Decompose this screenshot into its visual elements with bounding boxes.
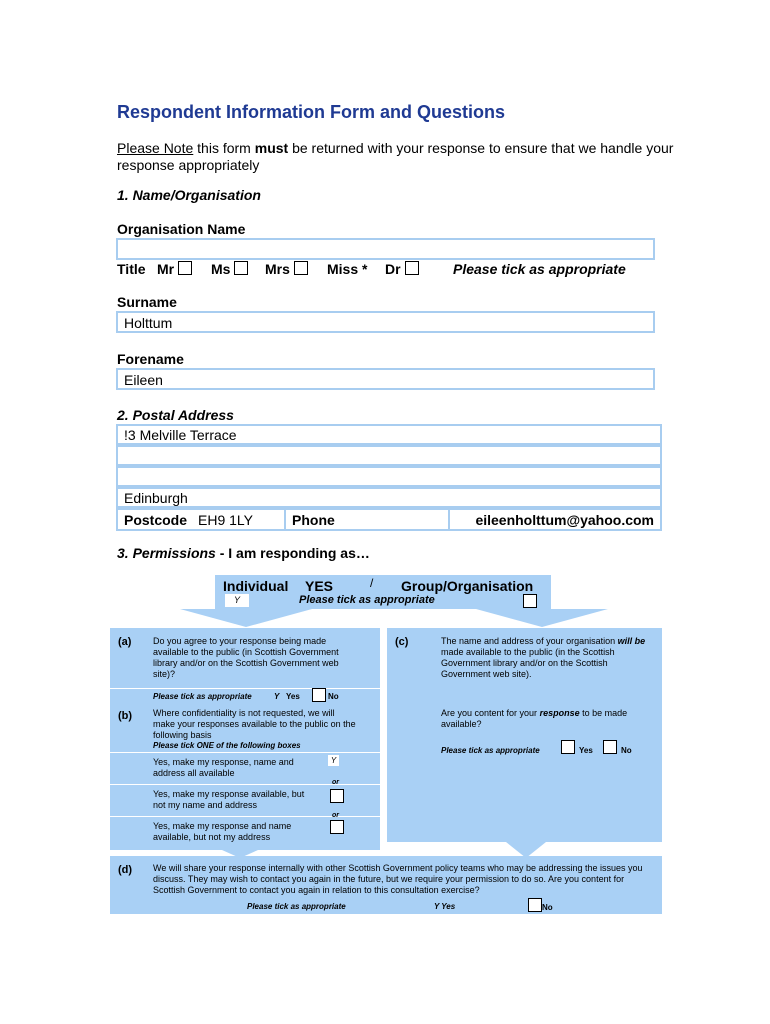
c-no-label: No (621, 746, 632, 755)
divider (284, 510, 286, 529)
note-text-1: this form (193, 140, 255, 156)
b-option-3: Yes, make my response and name available, but not my address (153, 821, 292, 842)
c-yes-checkbox[interactable] (561, 740, 575, 754)
a-no-checkbox[interactable] (312, 688, 326, 702)
panel-d (110, 856, 662, 914)
c-text-em: will be (617, 636, 646, 646)
postcode-value[interactable]: EH9 1LY (198, 512, 253, 528)
respondent-type-hint: Please tick as appropriate (299, 594, 435, 606)
letter-b: (b) (118, 710, 133, 722)
dr-checkbox[interactable] (405, 261, 419, 275)
note-text-2: be returned with your response to ensure that we handle your response appropriately (117, 140, 674, 173)
title-option-dr: Dr (385, 261, 401, 277)
or-1: or (332, 779, 339, 786)
permissions-heading: 3. Permissions (117, 545, 216, 561)
individual-yes: YES (305, 578, 334, 594)
letter-d: (d) (118, 864, 133, 876)
c-text-pre: The name and address of your organisation (441, 636, 618, 646)
postcode-phone-email-row (116, 508, 662, 531)
organisation-name-field[interactable] (116, 238, 655, 260)
respondent-type-box (215, 575, 551, 609)
forename-field[interactable]: Eileen (116, 368, 655, 390)
mr-checkbox[interactable] (178, 261, 192, 275)
note-bold: must (254, 140, 289, 156)
title-option-ms: Ms (211, 261, 231, 277)
phone-label: Phone (292, 512, 335, 528)
section-postal-address: 2. Postal Address (117, 407, 234, 423)
forename-label: Forename (117, 351, 184, 367)
title-hint: Please tick as appropriate (453, 261, 626, 277)
question-d-text: We will share your response internally with other Scottish Government policy teams who may be addressing the issues you discuss. They may wish to contact you again in the future, but we require your permission to do so. Are you content for Scottish Government to contact you again in relation to this consultation exercise? (153, 863, 643, 895)
c-yes-label: Yes (579, 746, 593, 755)
title-option-miss: Miss * (327, 261, 368, 277)
individual-label: Individual (223, 578, 289, 594)
surname-label: Surname (117, 294, 177, 310)
mrs-checkbox[interactable] (294, 261, 308, 275)
question-c-text (441, 636, 651, 680)
address-line-2[interactable] (116, 445, 662, 466)
or-2: or (332, 812, 339, 819)
question-b-tick-hint: Please tick ONE of the following boxes (153, 741, 301, 750)
question-d-tick-hint: Please tick as appropriate (247, 902, 346, 911)
b-option-1: Yes, make my response, name and address all available (153, 757, 294, 778)
a-yes-label: Yes (286, 692, 300, 701)
question-b-text: Where confidentiality is not requested, we will make your responses available to the public on the following basis (153, 708, 356, 740)
surname-field[interactable]: Holttum (116, 311, 655, 333)
arrows-down (180, 609, 610, 629)
organisation-name-label: Organisation Name (117, 221, 246, 237)
b-option-1-checkbox[interactable]: Y (328, 755, 339, 766)
letter-c: (c) (395, 636, 409, 648)
slash: / (370, 576, 374, 590)
ms-checkbox[interactable] (234, 261, 248, 275)
note-underline: Please Note (117, 140, 194, 156)
group-checkbox[interactable] (523, 594, 537, 608)
intro-note (117, 140, 677, 174)
a-y-mark: Y (274, 692, 280, 701)
c-q-post: to be made available? (441, 708, 628, 729)
section-permissions (117, 545, 370, 561)
permissions-suffix: - I am responding as… (215, 545, 370, 561)
d-no-label: No (542, 903, 553, 912)
individual-tick-box[interactable]: Y (225, 594, 249, 607)
panel-left (110, 628, 380, 850)
d-no-checkbox[interactable] (528, 898, 542, 912)
title-option-mrs: Mrs (265, 261, 290, 277)
title-option-mr: Mr (157, 261, 175, 277)
postcode-label: Postcode (124, 512, 188, 528)
address-line-4[interactable]: Edinburgh (116, 487, 662, 508)
question-c-q (441, 708, 641, 730)
title-label: Title (117, 261, 146, 277)
divider (448, 510, 450, 529)
question-a-tick-hint: Please tick as appropriate (153, 692, 252, 701)
panel-right (387, 628, 662, 842)
b-option-3-checkbox[interactable] (330, 820, 344, 834)
c-q-em: response (539, 708, 580, 718)
address-line-1[interactable]: !3 Melville Terrace (116, 424, 662, 445)
email-value[interactable]: eileenholttum@yahoo.com (475, 512, 654, 528)
b-option-2-checkbox[interactable] (330, 789, 344, 803)
letter-a: (a) (118, 636, 132, 648)
question-a-text: Do you agree to your response being made available to the public (in Scottish Government library and/or on the Scottish Government web site)? (153, 636, 339, 679)
page-title: Respondent Information Form and Questions (117, 102, 506, 122)
c-text-post: made available to the public (in the Scottish Government library and/or on the Scottish Government web site). (441, 647, 615, 679)
section-name-organisation: 1. Name/Organisation (117, 187, 261, 203)
c-no-checkbox[interactable] (603, 740, 617, 754)
group-label: Group/Organisation (401, 578, 534, 594)
d-yes-label: Y Yes (434, 902, 456, 911)
address-line-3[interactable] (116, 466, 662, 487)
c-q-pre: Are you content for your (441, 708, 540, 718)
a-no-label: No (328, 692, 339, 701)
b-option-2: Yes, make my response available, but not my name and address (153, 789, 305, 810)
question-c-tick-hint: Please tick as appropriate (441, 746, 540, 755)
